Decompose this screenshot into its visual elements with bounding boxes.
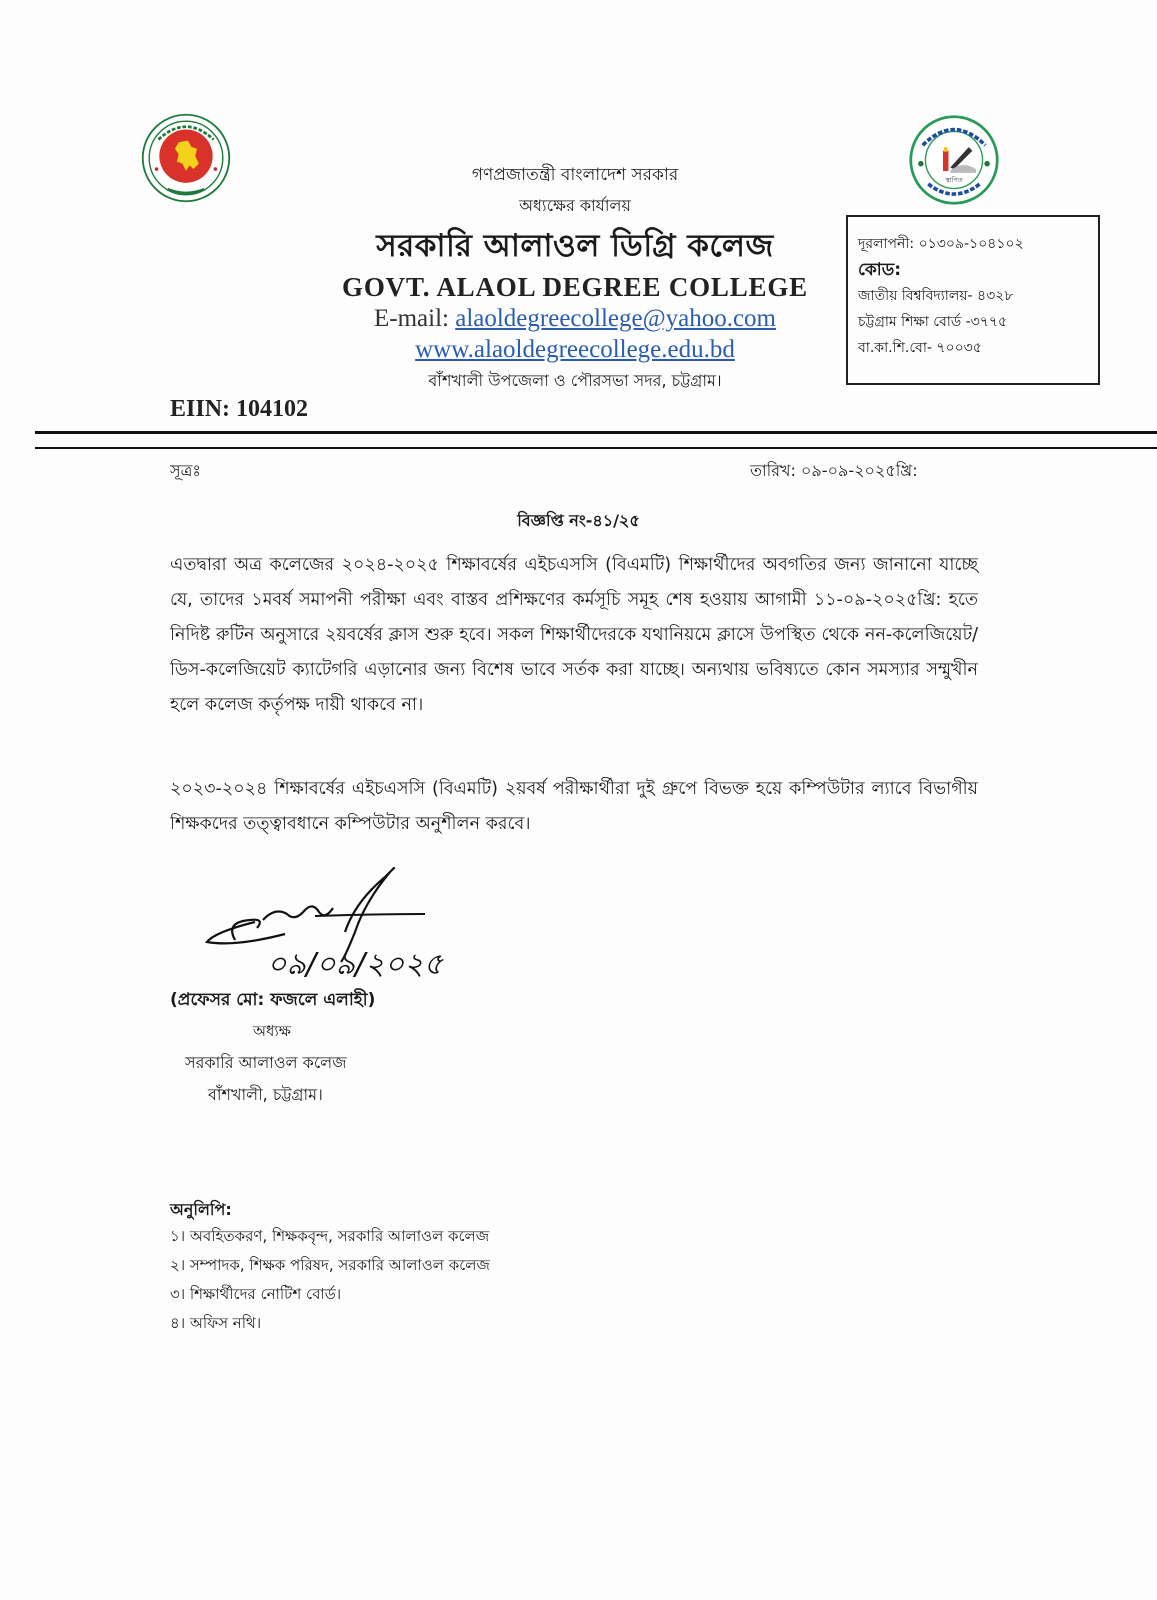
copy-item: ২। সম্পাদক, শিক্ষক পরিষদ, সরকারি আলাওল কলেজ [170, 1256, 490, 1274]
reference-label: সূত্রঃ [170, 461, 201, 480]
college-name-bengali: সরকারি আলাওল ডিগ্রি কলেজ [376, 228, 774, 264]
phone-number: দূরলাপনী: ০১৩০৯-১০৪১০২ [858, 236, 1024, 252]
copies-list [170, 1222, 490, 1338]
signer-college: সরকারি আলাওল কলেজ [185, 1053, 347, 1072]
signer-name: (প্রফেসর মো: ফজলে এলাহী) [170, 990, 376, 1010]
contact-code-box [846, 215, 1100, 385]
notice-date: তারিখ: ০৯-০৯-২০২৫খ্রি: [750, 461, 918, 480]
signer-place: বাঁশখালী, চট্টগ্রাম। [208, 1085, 323, 1104]
svg-text:স্থাপিত: স্থাপিত [945, 176, 963, 185]
college-address: বাঁশখালী উপজেলা ও পৌরসভা সদর, চট্টগ্রাম। [428, 371, 722, 390]
principal-signature [195, 862, 495, 987]
email-label: E-mail: [373, 305, 449, 332]
code-label: কোড: [858, 260, 902, 280]
email-line [330, 305, 820, 333]
copy-item: ১। অবহিতকরণ, শিক্ষকবৃন্দ, সরকারি আলাওল কলেজ [170, 1227, 490, 1245]
copies-label: অনুলিপি: [170, 1200, 232, 1219]
website-link[interactable]: www.alaoldegreecollege.edu.bd [415, 336, 735, 363]
college-name-english: GOVT. ALAOL DEGREE COLLEGE [342, 272, 808, 302]
signer-title: অধ্যক্ষ [253, 1022, 291, 1040]
website-line [330, 336, 820, 364]
header-divider-top [35, 431, 1157, 434]
government-seal-logo [140, 112, 232, 204]
code-bmt-board: বা.কা.শি.বো- ৭০০৩৫ [858, 340, 982, 356]
code-national-university: জাতীয় বিশ্ববিদ্যালয়- ৪৩২৮ [858, 288, 1014, 304]
notice-paragraph-1: এতদ্বারা অত্র কলেজের ২০২৪-২০২৫ শিক্ষাবর্ষের এইচএসসি (বিএমটি) শিক্ষার্থীদের অবগতির জন্য জানানো যাচ্ছে যে, তাদের ১মবর্ষ সমাপনী পরীক্ষা এবং বাস্তব প্রশিক্ষণের কর্মসূচি সমূহ শেষ হওয়ায় আগামী ১১-০৯-২০২৫খ্রি: হতে নিদিষ্ট রুটিন অনুসারে ২য়বর্ষের ক্লাস শুরু হবে। সকল শিক্ষার্থীদেরকে যথানিয়মে ক্লাসে উপস্থিত থেকে নন-কলেজিয়েট/ডিস-কলেজিয়েট ক্যাটেগরি এড়ানোর জন্য বিশেষ ভাবে সর্তক করা যাচ্ছে। অন্যথায় ভবিষ্যতে কোন সমস্যার সম্মুখীন হলে কলেজ কর্তৃপক্ষ দায়ী থাকবে না। [170, 555, 978, 715]
eiin-number: EIIN: 104102 [170, 396, 309, 422]
signature-date: ০৯/০৯/২০২৫ [267, 947, 444, 982]
copy-item: ৪। অফিস নথি। [170, 1314, 262, 1332]
college-seal-logo [908, 114, 1000, 206]
government-title: গণপ্রজাতন্ত্রী বাংলাদেশ সরকার [471, 165, 679, 185]
header-divider-bottom [35, 447, 1157, 449]
copy-item: ৩। শিক্ষার্থীদের নোটিশ বোর্ড। [170, 1285, 342, 1303]
office-title: অধ্যক্ষের কার্যালয় [519, 196, 631, 215]
email-link[interactable]: alaoldegreecollege@yahoo.com [455, 305, 777, 332]
notice-number: বিজ্ঞপ্তি নং-৪১/২৫ [517, 511, 640, 530]
code-chittagong-board: চট্টগ্রাম শিক্ষা বোর্ড -৩৭৭৫ [858, 314, 1008, 330]
notice-paragraph-2: ২০২৩-২০২৪ শিক্ষাবর্ষের এইচএসসি (বিএমটি) ২য়বর্ষ পরীক্ষার্থীরা দুই গ্রুপে বিভক্ত হয়ে কম্পিউটার ল্যাবে বিভাগীয় শিক্ষকদের তত্ত্বাবধানে কম্পিউটার অনুশীলন করবে। [170, 779, 978, 834]
